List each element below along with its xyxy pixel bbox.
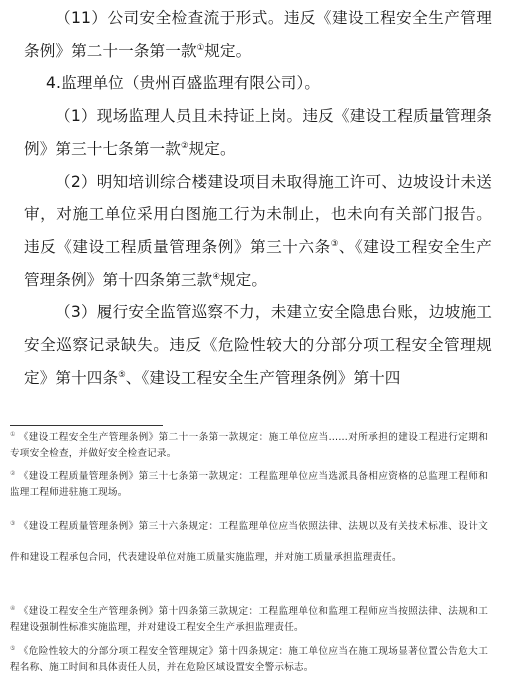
footnote-4 bbox=[10, 604, 488, 636]
paragraph-item-1 bbox=[24, 100, 492, 165]
footnote-ref-3[interactable]: ③ bbox=[330, 238, 339, 249]
footnote-ref-1[interactable]: ① bbox=[196, 42, 205, 53]
footnote-text: 《建设工程质量管理条例》第三十六条规定：工程监理单位应当依照法律、法规以及有关技术标准、设计文件和建设工程承包合同，代表建设单位对施工质量实施监理，并对施工质量承担监理责任。 bbox=[10, 521, 488, 563]
footnote-text: 《建设工程质量管理条例》第三十七条第一款规定：工程监理单位应当选派具备相应资格的总监理工程师和监理工程师进驻施工现场。 bbox=[10, 471, 488, 498]
footnote-mark: ② bbox=[10, 470, 16, 477]
paragraph-item-11 bbox=[24, 2, 492, 67]
footnote-3 bbox=[10, 511, 488, 573]
paragraph-text-tail: 规定。 bbox=[219, 270, 268, 289]
paragraph-text-tail: 规定。 bbox=[188, 139, 236, 158]
body-text bbox=[24, 2, 492, 394]
footnote-mark: ③ bbox=[10, 520, 16, 527]
paragraph-item-2 bbox=[24, 166, 492, 297]
footnote-5 bbox=[10, 644, 488, 676]
footnote-mark: ⑤ bbox=[10, 645, 16, 652]
footnote-ref-2[interactable]: ② bbox=[180, 140, 189, 151]
paragraph-text-tail: 规定。 bbox=[204, 41, 252, 60]
footnote-text: 《建设工程安全生产管理条例》第二十一条第一款规定：施工单位应当……对所承担的建设工程进行定期和专项安全检查，并做好安全检查记录。 bbox=[10, 432, 488, 459]
footnote-ref-4[interactable]: ④ bbox=[212, 271, 220, 282]
paragraph-text: （2）明知培训综合楼建设项目未取得施工许可、边坡设计未送审，对施工单位采用白图施工行为未制止，也未向有关部门报告。违反《建设工程质量管理条例》第三十六条 bbox=[24, 172, 492, 256]
footnote-separator bbox=[10, 425, 163, 426]
footnote-text: 《危险性较大的分部分项工程安全管理规定》第十四条规定：施工单位应当在施工现场显著位置公告危大工程名称、施工时间和具体责任人员，并在危险区域设置安全警示标志。 bbox=[10, 646, 488, 673]
paragraph-text: （1）现场监理人员且未持证上岗。违反《建设工程质量管理条例》第三十七条第一款 bbox=[24, 107, 492, 158]
paragraph-text: （11）公司安全检查流于形式。违反《建设工程安全生产管理条例》第二十一条第一款 bbox=[24, 9, 492, 60]
footnote-1 bbox=[10, 430, 488, 462]
paragraph-text-continued: 、《建设工程安全生产管理条例》第十四 bbox=[125, 368, 401, 387]
paragraph-text-continued: 、《建设工程安全生产管理条例》第十四条第三款 bbox=[24, 237, 492, 289]
paragraph-text: （3）履行安全监管巡察不力，未建立安全隐患台账，边坡施工安全巡察记录缺失。违反《危险性较大的分部分项工程安全管理规定》第十四条 bbox=[24, 303, 492, 387]
footnote-mark: ④ bbox=[10, 605, 16, 612]
footnote-text: 《建设工程安全生产管理条例》第十四条第三款规定：工程监理单位和监理工程师应当按照法律、法规和工程建设强制性标准实施监理，并对建设工程安全生产承担监理责任。 bbox=[10, 606, 488, 633]
section-heading-supervision-unit bbox=[24, 67, 492, 100]
heading-text: 4.监理单位（贵州百盛监理有限公司）。 bbox=[46, 74, 321, 93]
paragraph-item-3 bbox=[24, 296, 492, 394]
footnote-ref-5[interactable]: ⑤ bbox=[118, 369, 126, 380]
footnote-2 bbox=[10, 469, 488, 501]
footnote-mark: ① bbox=[10, 431, 16, 438]
